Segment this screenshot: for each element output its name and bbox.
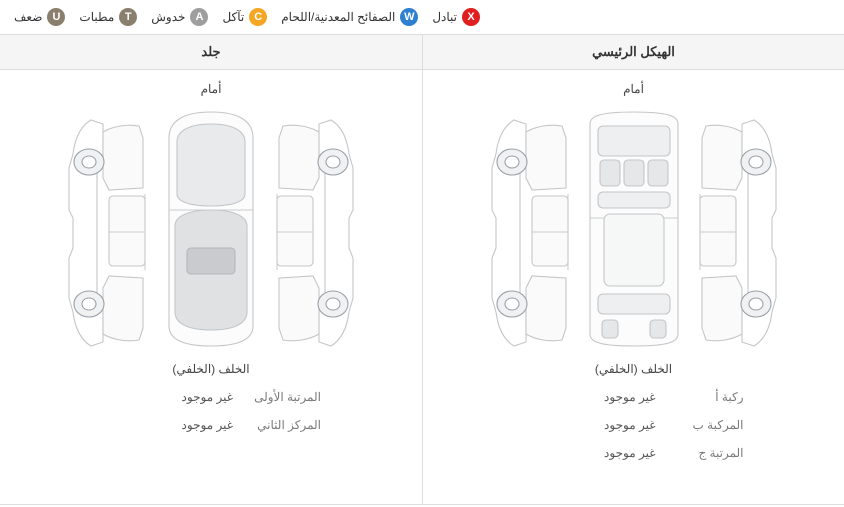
panel-main-frame-caption-front: أمام: [623, 82, 644, 96]
legend-badge-a: A: [190, 8, 208, 26]
status-name: المرتبة الأولى: [254, 390, 321, 404]
legend-badge-c: C: [249, 8, 267, 26]
status-name: المرتبة ج: [698, 446, 744, 460]
panel-skin-caption-rear: الخلف (الخلفي): [172, 362, 250, 376]
panel-skin-body: [0, 70, 422, 504]
status-value: غير موجود: [604, 418, 656, 432]
main-frame-status-list: [423, 376, 844, 460]
status-row[interactable]: [524, 418, 744, 432]
legend-item-scratch[interactable]: [151, 8, 208, 26]
status-value: غير موجود: [604, 446, 656, 460]
legend-badge-w: W: [400, 8, 418, 26]
legend-label-a: خدوش: [151, 10, 186, 24]
panel-main-frame-caption-rear: الخلف (الخلفي): [594, 362, 673, 376]
legend-item-corrosion[interactable]: [222, 8, 267, 26]
legend-label-t: مطبات: [79, 10, 115, 24]
legend-badge-x: X: [462, 8, 480, 26]
panel-main-frame-body: [423, 70, 844, 504]
panel-main-frame-title: الهيكل الرئيسي: [423, 35, 844, 70]
panels-container: [0, 34, 844, 505]
legend-item-damage[interactable]: [432, 8, 480, 26]
status-row[interactable]: [524, 390, 744, 404]
status-name: ركبة أ: [715, 390, 744, 404]
legend-label-u: ضعف: [14, 10, 43, 24]
panel-skin-title: جلد: [0, 35, 422, 70]
panel-skin-caption-front: أمام: [200, 82, 222, 96]
status-value: غير موجود: [604, 390, 656, 404]
panel-skin: [0, 35, 422, 504]
status-value: غير موجود: [181, 418, 233, 432]
legend-label-w: الصفائح المعدنية/اللحام: [281, 10, 396, 24]
skin-status-list: [0, 376, 422, 432]
status-value: غير موجود: [181, 390, 233, 404]
legend-label-c: تآكل: [222, 10, 245, 24]
panel-main-frame: [422, 35, 844, 504]
status-row[interactable]: [524, 446, 744, 460]
legend-bar: [0, 0, 844, 34]
status-row[interactable]: [101, 418, 321, 432]
skin-diagram[interactable]: [51, 98, 371, 360]
status-row[interactable]: [101, 390, 321, 404]
status-name: المركز الثاني: [257, 418, 321, 432]
legend-badge-t: T: [119, 8, 137, 26]
legend-item-dent[interactable]: [79, 8, 137, 26]
legend-item-weak[interactable]: [14, 8, 65, 26]
main-frame-diagram[interactable]: [474, 98, 794, 360]
legend-label-x: تبادل: [432, 10, 458, 24]
legend-badge-u: U: [47, 8, 65, 26]
status-name: المركبة ب: [692, 418, 744, 432]
legend-item-weld[interactable]: [281, 8, 418, 26]
